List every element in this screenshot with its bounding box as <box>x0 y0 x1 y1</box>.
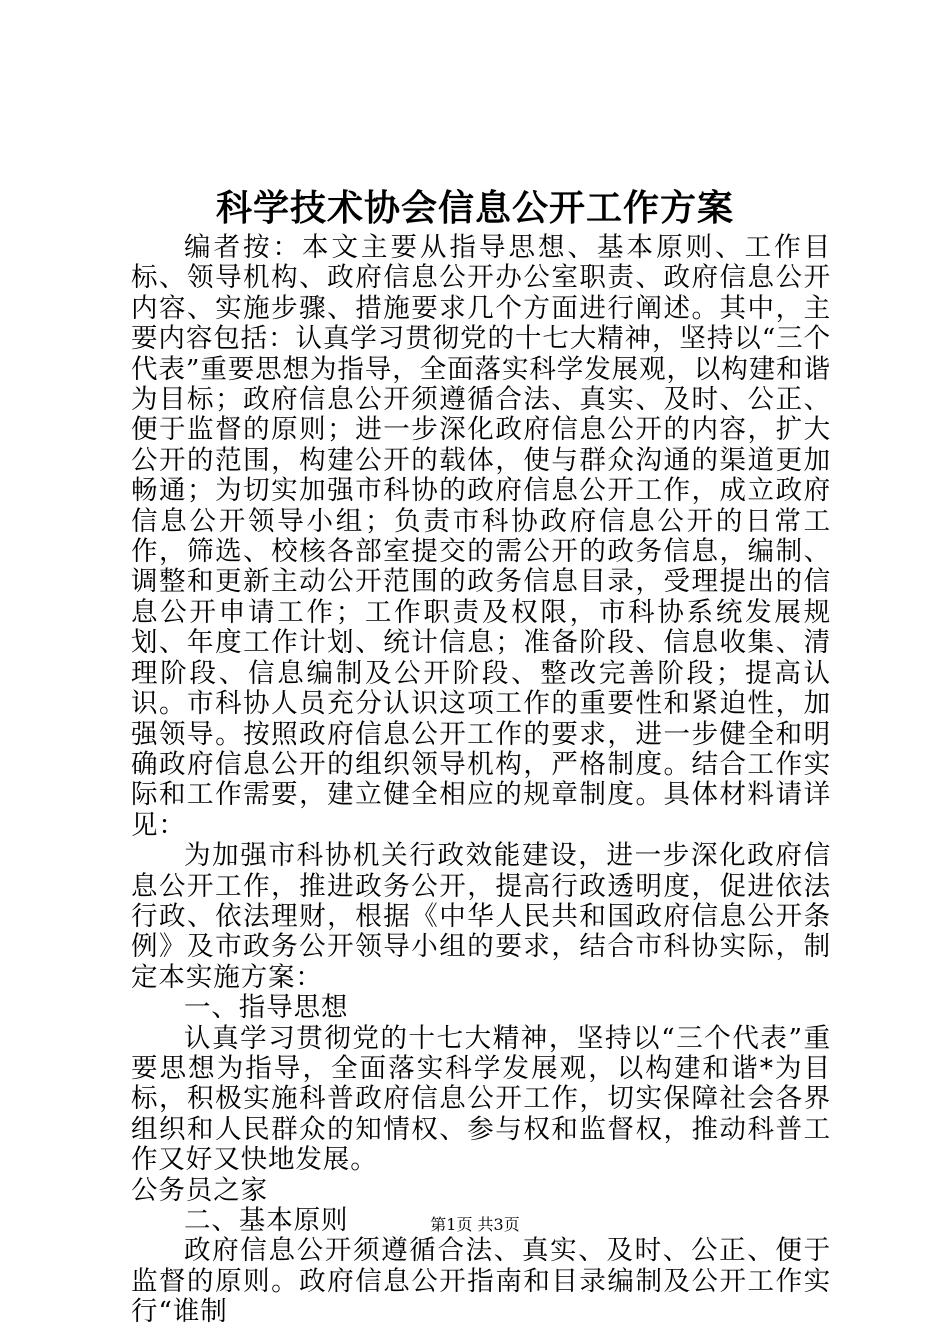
source-note: 公务员之家 <box>131 1174 268 1206</box>
page-footer: 第1页 共3页 <box>430 1215 520 1234</box>
document-body <box>131 233 831 1328</box>
section-heading-guiding-ideology: 一、指导思想 <box>184 992 349 1024</box>
guiding-ideology-paragraph: 认真学习贯彻党的十七大精神，坚持以“三个代表”重要思想为指导，全面落实科学发展观，以构建和谐*为目标，积极实施科普政府信息公开工作，切实保障社会各界组织和人民群众的知情权、参与权和监督权，推动科普工作又好又快地发展。 <box>131 1022 831 1176</box>
editor-note-paragraph: 编者按：本文主要从指导思想、基本原则、工作目标、领导机构、政府信息公开办公室职责、政府信息公开内容、实施步骤、措施要求几个方面进行阐述。其中，主要内容包括：认真学习贯彻党的十七大精神，坚持以“三个代表”重要思想为指导，全面落实科学发展观，以构建和谐为目标；政府信息公开须遵循合法、真实、及时、公正、便于监督的原则；进一步深化政府信息公开的内容，扩大公开的范围，构建公开的载体，使与群众沟通的渠道更加畅通；为切实加强市科协的政府信息公开工作，成立政府信息公开领导小组；负责市科协政府信息公开的日常工作，筛选、校核各部室提交的需公开的政务信息，编制、调整和更新主动公开范围的政务信息目录，受理提出的信息公开申请工作；工作职责及权限，市科协系统发展规划、年度工作计划、统计信息；准备阶段、信息收集、清理阶段、信息编制及公开阶段、整改完善阶段；提高认识。市科协人员充分认识这项工作的重要性和紧迫性，加强领导。按照政府信息公开工作的要求，进一步健全和明确政府信息公开的组织领导机构，严格制度。结合工作实际和工作需要，建立健全相应的规章制度。具体材料请详见： <box>131 232 831 841</box>
section-heading-basic-principles: 二、基本原则 <box>184 1205 349 1236</box>
document-title: 科学技术协会信息公开工作方案 <box>215 187 734 229</box>
intro-paragraph: 为加强市科协机关行政效能建设，进一步深化政府信息公开工作，推进政务公开，提高行政透明度，促进依法行政、依法理财，根据《中华人民共和国政府信息公开条例》及市政务公开领导小组的要求，结合市科协实际，制定本实施方案： <box>131 840 831 993</box>
basic-principles-paragraph: 政府信息公开须遵循合法、真实、及时、公正、便于监督的原则。政府信息公开指南和目录编制及公开工作实行“谁制 <box>131 1235 831 1328</box>
